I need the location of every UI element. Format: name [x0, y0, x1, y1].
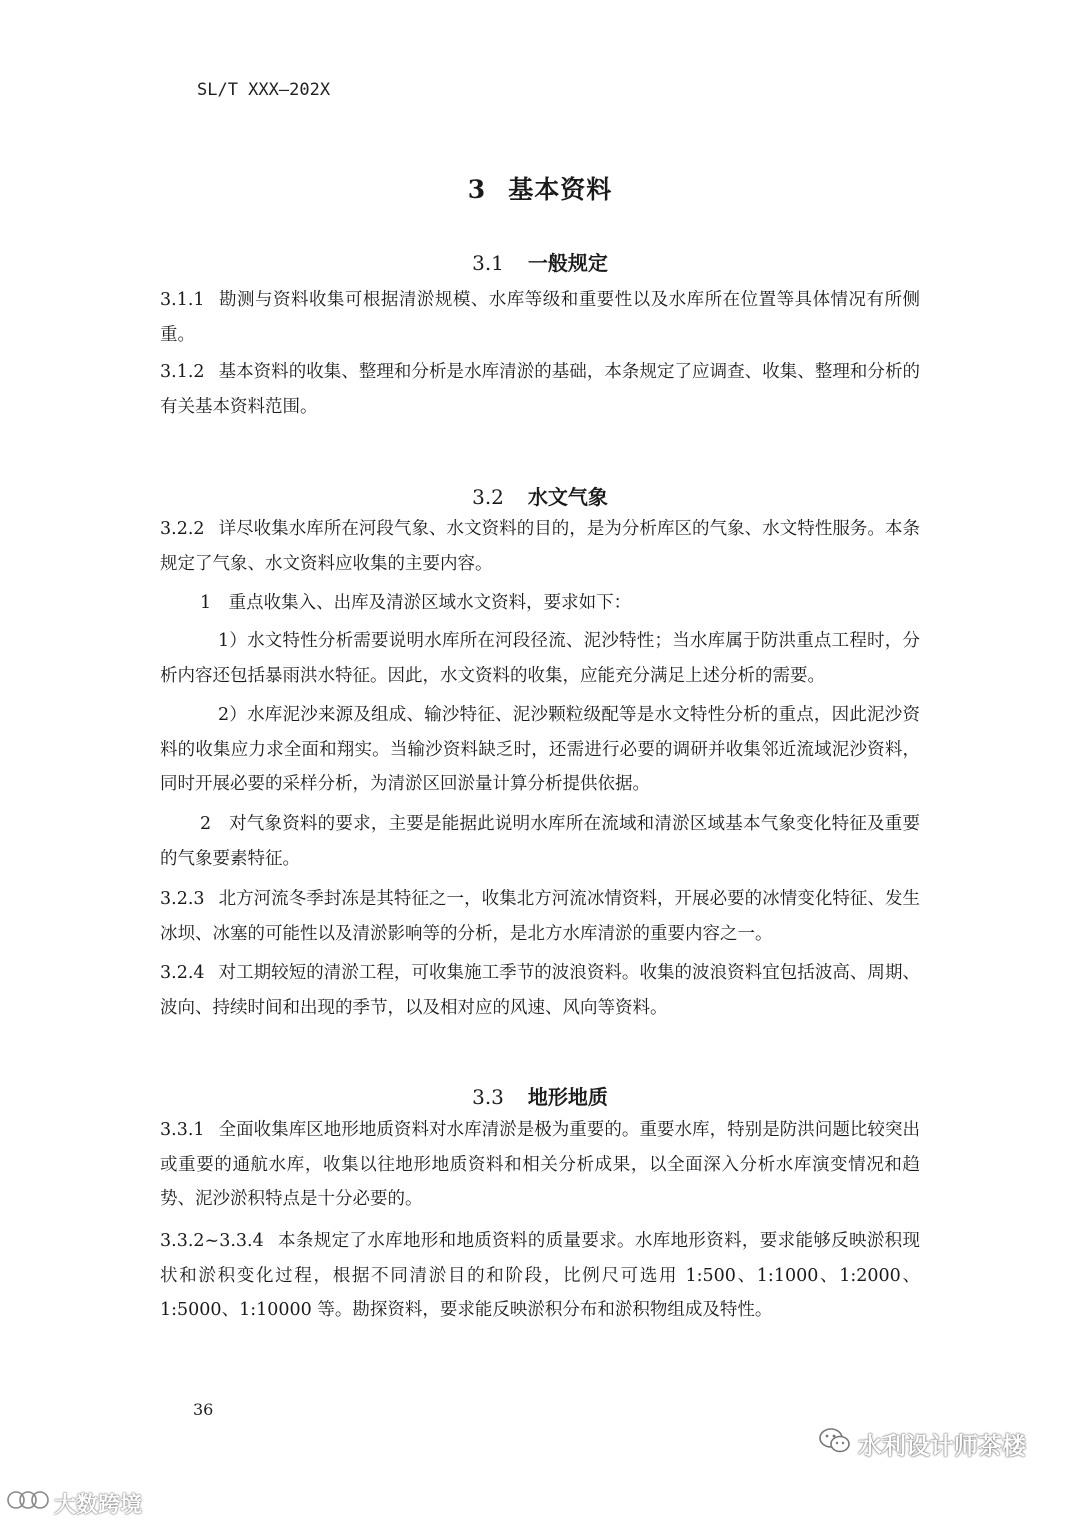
paragraph-text: 本条规定了水库地形和地质资料的质量要求。水库地形资料，要求能够反映淤积现状和淤积变化过程，根据不同清淤目的和阶段，比例尺可选用 1:500、1:1000、1:2000、1:5000、1:10000 等。勘探资料，要求能反映淤积分布和淤积物组成及特性。 [160, 1231, 920, 1320]
watermark-left-text: 大数跨境 [54, 1492, 143, 1518]
section-number: 3.2 [472, 485, 504, 509]
chapter-title [0, 170, 1080, 206]
section-number: 3.1 [472, 251, 504, 275]
standard-code: SL/T XXX—202X [197, 80, 331, 100]
paragraph-3-2-2 [160, 512, 920, 581]
paragraph-text: 基本资料的收集、整理和分析是水库清淤的基础，本条规定了应调查、收集、整理和分析的有关基本资料范围。 [160, 362, 920, 417]
watermark-left [6, 1485, 142, 1521]
paragraph-3-2-4 [160, 956, 920, 1025]
paragraph-text: 2）水库泥沙来源及组成、输沙特征、泥沙颗粒级配等是水文特性分析的重点，因此泥沙资料的收集应力求全面和翔实。当输沙资料缺乏时，还需进行必要的调研并收集邻近流域泥沙资料，同时开展必要的采样分析，为清淤区回淤量计算分析提供依据。 [160, 705, 920, 794]
clause-number: 3.1.1 [160, 290, 205, 310]
section-title-3-2 [0, 481, 1080, 510]
paragraph-text: 1 重点收集入、出库及清淤区域水文资料，要求如下： [200, 593, 632, 613]
chapter-title-text: 基本资料 [508, 175, 613, 204]
section-title-text: 水文气象 [527, 485, 608, 509]
paragraph-text: 北方河流冬季封冻是其特征之一，收集北方河流冰情资料，开展必要的冰情变化特征、发生冰坝、冰塞的可能性以及清淤影响等的分析，是北方水库清淤的重要内容之一。 [160, 889, 920, 944]
watermark-right [818, 1426, 1026, 1461]
section-title-text: 一般规定 [527, 251, 608, 275]
paragraph-text: 全面收集库区地形地质资料对水库清淤是极为重要的。重要水库，特别是防洪问题比较突出或重要的通航水库，收集以往地形地质资料和相关分析成果，以全面深入分析水库演变情况和趋势、泥沙淤积特点是十分必要的。 [160, 1120, 920, 1209]
chapter-number: 3 [467, 175, 487, 204]
section-number: 3.3 [472, 1085, 504, 1109]
paragraph-text: 2 对气象资料的要求，主要是能据此说明水库所在流域和清淤区域基本气象变化特征及重要的气象要素特征。 [160, 814, 920, 869]
list-item-1 [160, 586, 920, 621]
wechat-icon [818, 1427, 852, 1461]
paragraph-3-3-1 [160, 1113, 920, 1217]
watermark-right-text: 水利设计师茶楼 [858, 1432, 1026, 1460]
paragraph-3-1-1 [160, 283, 920, 352]
sub-item-1 [160, 624, 920, 693]
paragraph-3-1-2 [160, 355, 920, 424]
clause-number: 3.2.2 [160, 519, 205, 539]
paragraph-text: 勘测与资料收集可根据清淤规模、水库等级和重要性以及水库所在位置等具体情况有所侧重。 [160, 290, 920, 345]
section-title-3-1 [0, 247, 1080, 276]
paragraph-3-3-2-4 [160, 1224, 920, 1328]
clause-number: 3.2.4 [160, 963, 205, 983]
sub-item-2 [160, 698, 920, 802]
clause-number: 3.3.1 [160, 1120, 205, 1140]
page-number: 36 [193, 1400, 214, 1419]
mic-circle-icon [6, 1485, 50, 1521]
paragraph-3-2-3 [160, 882, 920, 951]
paragraph-text: 1）水文特性分析需要说明水库所在河段径流、泥沙特性；当水库属于防洪重点工程时，分析内容还包括暴雨洪水特征。因此，水文资料的收集，应能充分满足上述分析的需要。 [160, 631, 920, 686]
clause-number: 3.3.2~3.3.4 [160, 1231, 264, 1251]
clause-number: 3.2.3 [160, 889, 205, 909]
list-item-2 [160, 807, 920, 876]
paragraph-text: 对工期较短的清淤工程，可收集施工季节的波浪资料。收集的波浪资料宜包括波高、周期、波向、持续时间和出现的季节，以及相对应的风速、风向等资料。 [160, 963, 920, 1018]
section-title-text: 地形地质 [527, 1085, 608, 1109]
clause-number: 3.1.2 [160, 362, 205, 382]
section-title-3-3 [0, 1081, 1080, 1110]
paragraph-text: 详尽收集水库所在河段气象、水文资料的目的，是为分析库区的气象、水文特性服务。本条规定了气象、水文资料应收集的主要内容。 [160, 519, 920, 574]
